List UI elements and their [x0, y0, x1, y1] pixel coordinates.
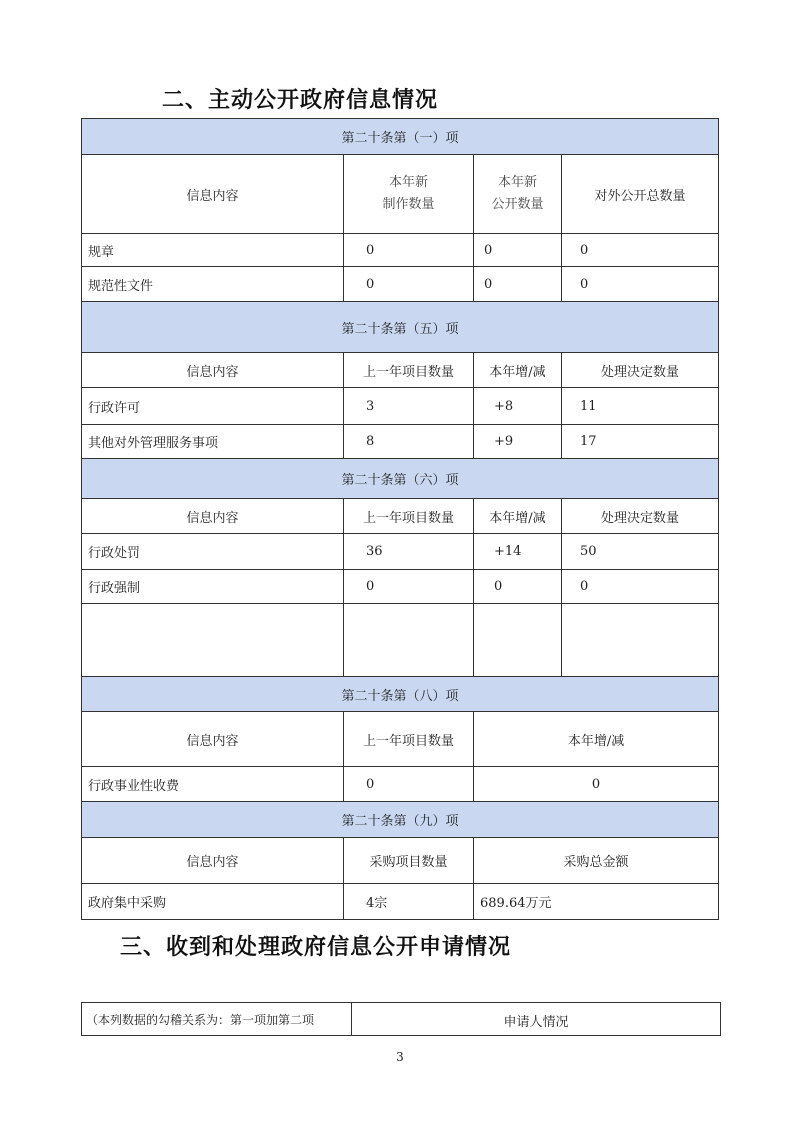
- application-table: [81, 1002, 721, 1036]
- col-info-content: 信息内容: [82, 155, 344, 234]
- empty-row: [82, 604, 719, 677]
- table-row: [82, 534, 719, 570]
- table-row: [82, 570, 719, 604]
- block1-column-headers: [82, 155, 719, 234]
- row-name: 行政事业性收费: [82, 767, 344, 802]
- cell-prev: 0: [344, 767, 474, 802]
- row-name: 规范性文件: [82, 267, 344, 302]
- col-purchase-amount: 采购总金额: [474, 838, 719, 884]
- col-total-published: 对外公开总数量: [562, 155, 719, 234]
- table-row: [82, 767, 719, 802]
- col-new-published-line2: 公开数量: [491, 197, 544, 212]
- col-info-content: 信息内容: [82, 712, 344, 767]
- cell-published: 0: [474, 267, 562, 302]
- col-decisions: 处理决定数量: [562, 353, 719, 388]
- cell-decisions: 11: [562, 388, 719, 425]
- applicant-header: 申请人情况: [352, 1003, 721, 1036]
- table-row: [82, 267, 719, 302]
- empty-cell: [562, 604, 719, 677]
- cell-prev: 3: [344, 388, 474, 425]
- empty-cell: [82, 604, 344, 677]
- block5-header-row: [82, 802, 719, 838]
- empty-cell: [344, 604, 474, 677]
- row-name: 行政许可: [82, 388, 344, 425]
- cell-count: 4宗: [344, 884, 474, 920]
- table-row: [82, 234, 719, 267]
- cell-total: 0: [562, 234, 719, 267]
- table-row: [82, 425, 719, 459]
- table-row: [82, 388, 719, 425]
- cell-prev: 0: [344, 570, 474, 604]
- row-name: 其他对外管理服务事项: [82, 425, 344, 459]
- table-row: [82, 1003, 721, 1036]
- proactive-disclosure-table: [81, 118, 719, 920]
- block3-header: 第二十条第（六）项: [82, 459, 719, 499]
- row-name: 行政强制: [82, 570, 344, 604]
- col-new-made: [344, 155, 474, 234]
- col-change: 本年增/减: [474, 712, 719, 767]
- table-row: [82, 884, 719, 920]
- row-name: 政府集中采购: [82, 884, 344, 920]
- block4-column-headers: [82, 712, 719, 767]
- col-new-published: [474, 155, 562, 234]
- reconciliation-note: （本列数据的勾稽关系为：第一项加第二项: [82, 1003, 352, 1036]
- block3-column-headers: [82, 499, 719, 534]
- block1-header: 第二十条第（一）项: [82, 119, 719, 155]
- cell-change: +14: [474, 534, 562, 570]
- cell-amount: 689.64万元: [474, 884, 719, 920]
- row-name: 规章: [82, 234, 344, 267]
- block2-column-headers: [82, 353, 719, 388]
- block5-column-headers: [82, 838, 719, 884]
- block4-header-row: [82, 677, 719, 712]
- cell-total: 0: [562, 267, 719, 302]
- col-change: 本年增/减: [474, 353, 562, 388]
- cell-decisions: 17: [562, 425, 719, 459]
- col-new-published-line1: 本年新: [497, 175, 537, 190]
- cell-change: +9: [474, 425, 562, 459]
- cell-change: +8: [474, 388, 562, 425]
- page-number: 3: [396, 1050, 404, 1064]
- col-purchase-count: 采购项目数量: [344, 838, 474, 884]
- col-prev-year: 上一年项目数量: [344, 499, 474, 534]
- cell-published: 0: [474, 234, 562, 267]
- cell-prev: 36: [344, 534, 474, 570]
- cell-made: 0: [344, 234, 474, 267]
- block2-header: 第二十条第（五）项: [82, 302, 719, 353]
- col-new-made-line2: 制作数量: [382, 197, 435, 212]
- block3-header-row: [82, 459, 719, 499]
- col-change: 本年增/减: [474, 499, 562, 534]
- cell-change: 0: [474, 767, 719, 802]
- row-name: 行政处罚: [82, 534, 344, 570]
- section-2-title: 二、主动公开政府信息情况: [162, 88, 439, 113]
- col-decisions: 处理决定数量: [562, 499, 719, 534]
- cell-made: 0: [344, 267, 474, 302]
- cell-change: 0: [474, 570, 562, 604]
- col-new-made-line1: 本年新: [388, 175, 428, 190]
- col-info-content: 信息内容: [82, 499, 344, 534]
- col-prev-year: 上一年项目数量: [344, 353, 474, 388]
- empty-cell: [474, 604, 562, 677]
- col-info-content: 信息内容: [82, 353, 344, 388]
- cell-prev: 8: [344, 425, 474, 459]
- block5-header: 第二十条第（九）项: [82, 802, 719, 838]
- cell-decisions: 50: [562, 534, 719, 570]
- col-prev-year: 上一年项目数量: [344, 712, 474, 767]
- col-info-content: 信息内容: [82, 838, 344, 884]
- block1-header-row: [82, 119, 719, 155]
- cell-decisions: 0: [562, 570, 719, 604]
- block2-header-row: [82, 302, 719, 353]
- block4-header: 第二十条第（八）项: [82, 677, 719, 712]
- section-3-title: 三、收到和处理政府信息公开申请情况: [120, 935, 512, 960]
